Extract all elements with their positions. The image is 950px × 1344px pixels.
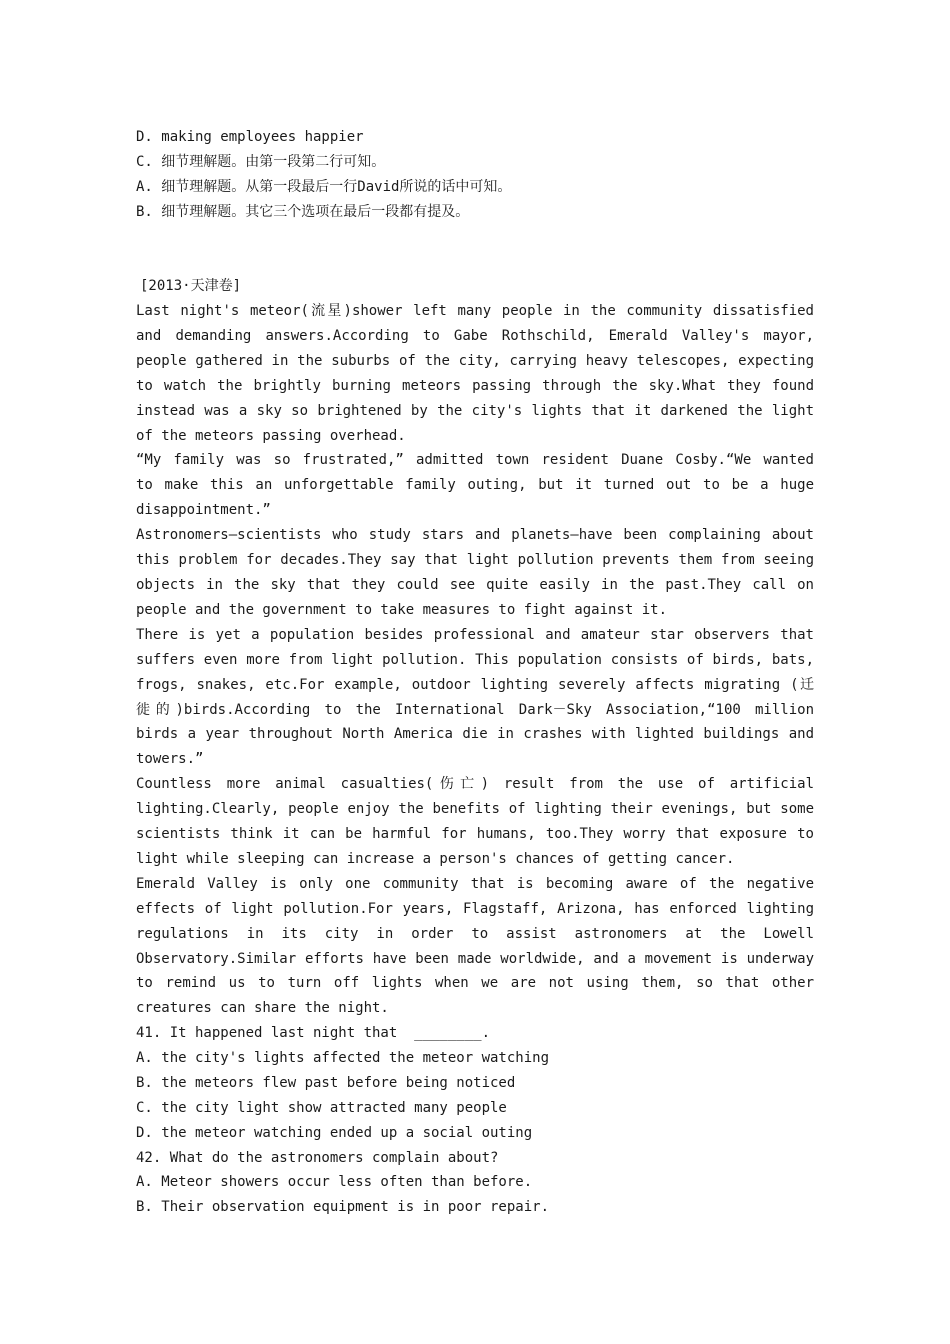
source-label-wrap bbox=[140, 274, 818, 299]
passage-line: suffers even more from light pollution. This population consists of birds, bats, bbox=[136, 651, 814, 668]
passage-line: Last night's meteor(流星)shower left many people in the community dissatisfied bbox=[136, 303, 814, 319]
passage-line: objects in the sky that they could see quite easily in the past.They call on bbox=[136, 576, 814, 593]
source-label: [2013·天津卷] bbox=[140, 278, 242, 294]
passage-line: to remind us to turn off lights when we are not using them, so that other bbox=[136, 975, 814, 992]
answer-line: C. 细节理解题。由第一段第二行可知。 bbox=[136, 153, 386, 170]
question-stem: 41. It happened last night that ________. bbox=[136, 1025, 491, 1041]
answer-option: C. the city light show attracted many people bbox=[136, 1099, 507, 1116]
passage-line: and demanding answers.According to Gabe Rothschild, Emerald Valley's mayor, bbox=[136, 327, 814, 344]
passage-line: to watch the brightly burning meteors passing through the sky.What they found bbox=[136, 377, 814, 394]
passage-line: Emerald Valley is only one community that is becoming aware of the negative bbox=[136, 875, 814, 892]
passage-line: disappointment.” bbox=[136, 502, 271, 519]
passage-line: this problem for decades.They say that light pollution prevents them from seeing bbox=[136, 552, 814, 569]
passage-line: 徙的)birds.According to the International Dark－Sky Association,“100 million bbox=[136, 701, 814, 718]
passage-line: regulations in its city in order to assist astronomers at the Lowell bbox=[136, 925, 814, 942]
question-stem: 42. What do the astronomers complain about? bbox=[136, 1149, 499, 1166]
answer-option: A. the city's lights affected the meteor watching bbox=[136, 1049, 550, 1066]
passage-line: frogs, snakes, etc.For example, outdoor lighting severely affects migrating (迁 bbox=[136, 676, 814, 693]
passage-line: people gathered in the suburbs of the city, carrying heavy telescopes, expecting bbox=[136, 352, 814, 369]
answer-line: D. making employees happier bbox=[136, 129, 364, 145]
reading-passage bbox=[136, 299, 814, 1021]
answer-option: B. Their observation equipment is in poor repair. bbox=[136, 1199, 550, 1216]
answer-option: B. the meteors flew past before being noticed bbox=[136, 1074, 516, 1091]
answer-line: B. 细节理解题。其它三个选项在最后一段都有提及。 bbox=[136, 203, 470, 220]
passage-line: of the meteors passing overhead. bbox=[136, 427, 406, 444]
passage-line: people and the government to take measures to fight against it. bbox=[136, 601, 668, 618]
passage-line: Countless more animal casualties(伤亡) result from the use of artificial bbox=[136, 776, 814, 793]
passage-line: “My family was so frustrated,” admitted town resident Duane Cosby.“We wanted bbox=[136, 452, 814, 469]
previous-answers bbox=[136, 125, 814, 225]
passage-line: Observatory.Similar efforts have been made worldwide, and a movement is underway bbox=[136, 950, 814, 967]
answer-line: A. 细节理解题。从第一段最后一行David所说的话中可知。 bbox=[136, 178, 512, 195]
answer-option: D. the meteor watching ended up a social outing bbox=[136, 1124, 533, 1141]
answer-option: A. Meteor showers occur less often than before. bbox=[136, 1174, 533, 1191]
question-list bbox=[136, 1021, 814, 1220]
passage-line: There is yet a population besides professional and amateur star observers that bbox=[136, 626, 814, 643]
passage-line: creatures can share the night. bbox=[136, 1000, 389, 1017]
passage-line: birds a year throughout North America die in crashes with lighted buildings and bbox=[136, 726, 814, 743]
passage-line: effects of light pollution.For years, Flagstaff, Arizona, has enforced lighting bbox=[136, 900, 814, 917]
passage-line: towers.” bbox=[136, 751, 204, 768]
passage-line: Astronomers—scientists who study stars and planets—have been complaining about bbox=[136, 527, 814, 544]
passage-line: scientists think it can be harmful for humans, too.They worry that exposure to bbox=[136, 826, 814, 843]
passage-line: instead was a sky so brightened by the city's lights that it darkened the light bbox=[136, 402, 814, 419]
passage-line: lighting.Clearly, people enjoy the benefits of lighting their evenings, but some bbox=[136, 801, 814, 818]
passage-line: light while sleeping can increase a person's chances of getting cancer. bbox=[136, 850, 735, 867]
passage-line: to make this an unforgettable family outing, but it turned out to be a huge bbox=[136, 477, 814, 494]
